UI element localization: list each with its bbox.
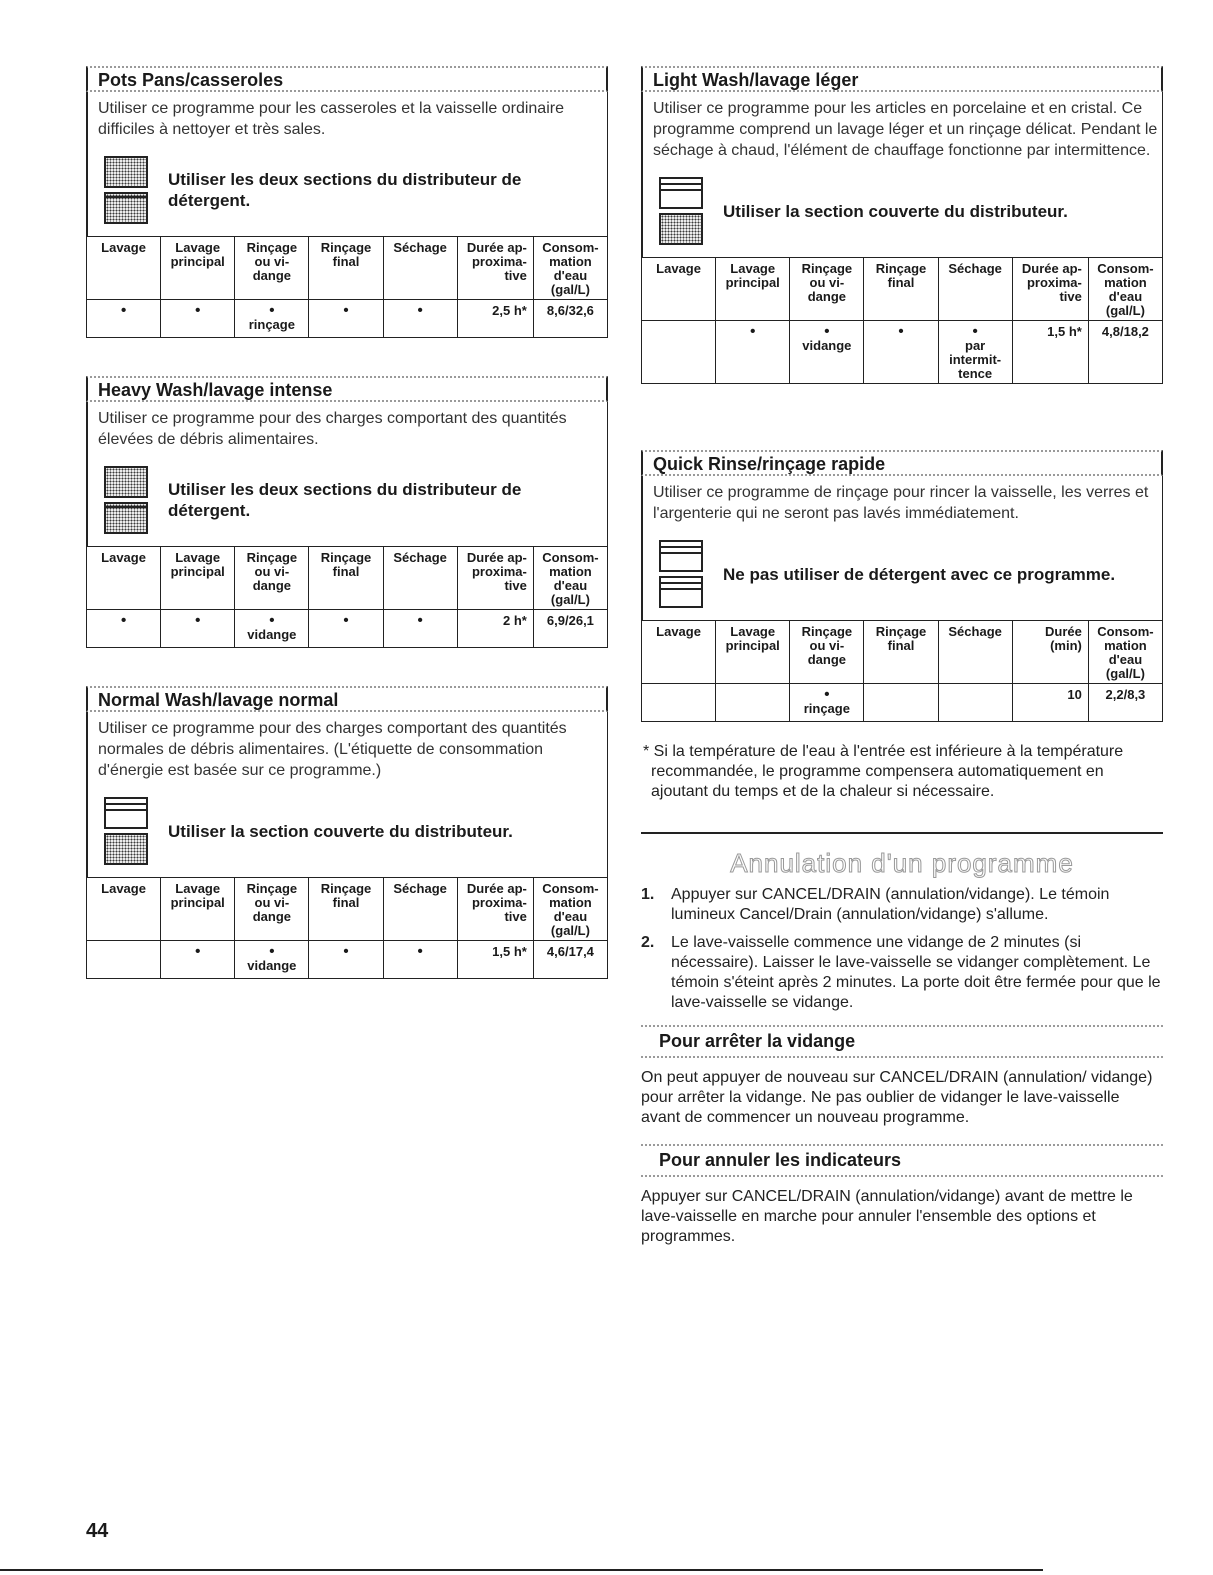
normal-wash-section (86, 686, 608, 979)
detergent-dispenser-empty-icon (659, 540, 705, 608)
pots-pans-section (86, 66, 608, 338)
heavy-wash-description: Utiliser ce programme pour des charges comportant des quantités élevées de débris alimentaires. (98, 410, 567, 448)
light-wash-title: Light Wash/lavage léger (641, 66, 1163, 92)
dispenser-text: Utiliser la section couverte du distributeur. (723, 201, 1068, 221)
pots-pans-description: Utiliser ce programme pour les casseroles et la vaisselle ordinaire difficiles à nettoyer et très sales. (98, 100, 564, 138)
cancel-section (641, 848, 1163, 1247)
pots-pans-title: Pots Pans/casseroles (86, 66, 608, 92)
footnote: * Si la température de l'eau à l'entrée est inférieure à la température recommandée, le programme compensera automatiquement en ajoutant du temps et de la chaleur si nécessaire. (643, 743, 1124, 800)
cycle-table-pots (86, 236, 608, 338)
detergent-dispenser-both-icon (104, 156, 150, 224)
dispenser-instruction (653, 524, 1158, 620)
cancel-title: Annulation d'un programme (730, 848, 1074, 878)
col-rincage-vidange: Rinçage ou vi- dange (235, 237, 309, 300)
detergent-dispenser-covered-icon (104, 797, 150, 865)
heavy-wash-title: Heavy Wash/lavage intense (86, 376, 608, 402)
quick-rinse-title: Quick Rinse/rinçage rapide (641, 450, 1163, 476)
page-number: 44 (86, 1520, 109, 1542)
light-wash-description: Utiliser ce programme pour les articles en porcelaine et en cristal. Ce programme comprend un lavage léger et un rinçage délicat. Pendant le séchage à chaud, l'élément de chauffage fonctionne par intermittence. (653, 100, 1158, 159)
dispenser-text: Utiliser les deux sections du distributeur de détergent. (168, 170, 522, 210)
dispenser-instruction (98, 450, 603, 546)
col-rincage-final: Rinçage final (309, 237, 383, 300)
col-lavage: Lavage (87, 237, 161, 300)
table-row: • • vidange • • 1,5 h* 4,6/17,4 (87, 941, 608, 979)
divider (641, 832, 1163, 834)
footnote-block (641, 742, 1163, 802)
table-header-row: Lavage Lavage principal Rinçage ou vi- dange Rinçage final Séchage Durée ap- proxima- tive Consom- mation d'eau (gal/L) (642, 258, 1163, 321)
dispenser-instruction (98, 781, 603, 877)
table-row: • • vidange • • par intermit- tence 1,5 h* 4,8/18,2 (642, 321, 1163, 384)
dispenser-text: Utiliser la section couverte du distributeur. (168, 821, 513, 841)
heavy-wash-section (86, 376, 608, 648)
dispenser-instruction (98, 140, 603, 236)
detergent-dispenser-both-icon (104, 466, 150, 534)
detergent-dispenser-covered-icon (659, 177, 705, 245)
table-header-row: Lavage Lavage principal Rinçage ou vi- dange Rinçage final Séchage Durée (min) Consom- mation d'eau (gal/L) (642, 621, 1163, 684)
quick-rinse-section (641, 450, 1163, 722)
normal-wash-title: Normal Wash/lavage normal (86, 686, 608, 712)
stop-drain-text: On peut appuyer de nouveau sur CANCEL/DRAIN (annulation/ vidange) pour arrêter la vidange. Ne pas oublier de vidanger le lave-vaisselle avant de commencer un nouveau programme. (641, 1069, 1153, 1126)
cycle-table-light (641, 257, 1163, 384)
dispenser-text: Ne pas utiliser de détergent avec ce programme. (723, 564, 1116, 584)
cycle-table-quick (641, 620, 1163, 722)
col-sechage: Séchage (383, 237, 457, 300)
table-header-row: Lavage Lavage principal Rinçage ou vi- dange Rinçage final Séchage Durée ap- proxima- tive Consom- mation d'eau (gal/L) (87, 878, 608, 941)
table-row: • rinçage 10 2,2/8,3 (642, 684, 1163, 722)
list-item: 1. Appuyer sur CANCEL/DRAIN (annulation/vidange). Le témoin lumineux Cancel/Drain (annulation/vidange) s'allume. (641, 886, 1110, 923)
quick-rinse-description: Utiliser ce programme de rinçage pour rincer la vaisselle, les verres et l'argenterie qui ne seront pas lavés immédiatement. (653, 484, 1149, 522)
table-header-row: Lavage Lavage principal Rinçage ou vi- dange Rinçage final Séchage Durée ap- proxima- tive Consom- mation d'eau (gal/L) (87, 547, 608, 610)
table-row: • • • rinçage • • 2,5 h* 8,6/32,6 (87, 300, 608, 338)
col-duree: Durée ap- proxima- tive (457, 237, 533, 300)
cancel-steps (641, 885, 1163, 1013)
list-item: 2. Le lave-vaisselle commence une vidange de 2 minutes (si nécessaire). Laisser le lave-vaisselle se vidanger complètement. Le témoin s'éteint après 2 minutes. La porte doit être fermée pour que le lave-vaisselle se vidange. (641, 934, 1161, 1011)
stop-drain-heading: Pour arrêter la vidange (641, 1025, 1163, 1058)
table-header-row (87, 237, 608, 300)
dispenser-text: Utiliser les deux sections du distributeur de détergent. (168, 480, 522, 520)
clear-indicators-heading: Pour annuler les indicateurs (641, 1144, 1163, 1177)
light-wash-section (641, 66, 1163, 384)
dispenser-instruction (653, 161, 1158, 257)
cycle-table-heavy (86, 546, 608, 648)
table-row: • • • vidange • • 2 h* 6,9/26,1 (87, 610, 608, 648)
bottom-rule (0, 1569, 1043, 1571)
normal-wash-description: Utiliser ce programme pour des charges comportant des quantités normales de débris alimentaires. (L'étiquette de consommation d'énergie est basée sur ce programme.) (98, 720, 567, 779)
clear-indicators-text: Appuyer sur CANCEL/DRAIN (annulation/vidange) avant de mettre le lave-vaisselle en marche pour annuler l'ensemble des options et programmes. (641, 1188, 1133, 1245)
col-consommation: Consom- mation d'eau (gal/L) (533, 237, 607, 300)
cycle-table-normal (86, 877, 608, 979)
col-lavage-principal: Lavage principal (161, 237, 235, 300)
